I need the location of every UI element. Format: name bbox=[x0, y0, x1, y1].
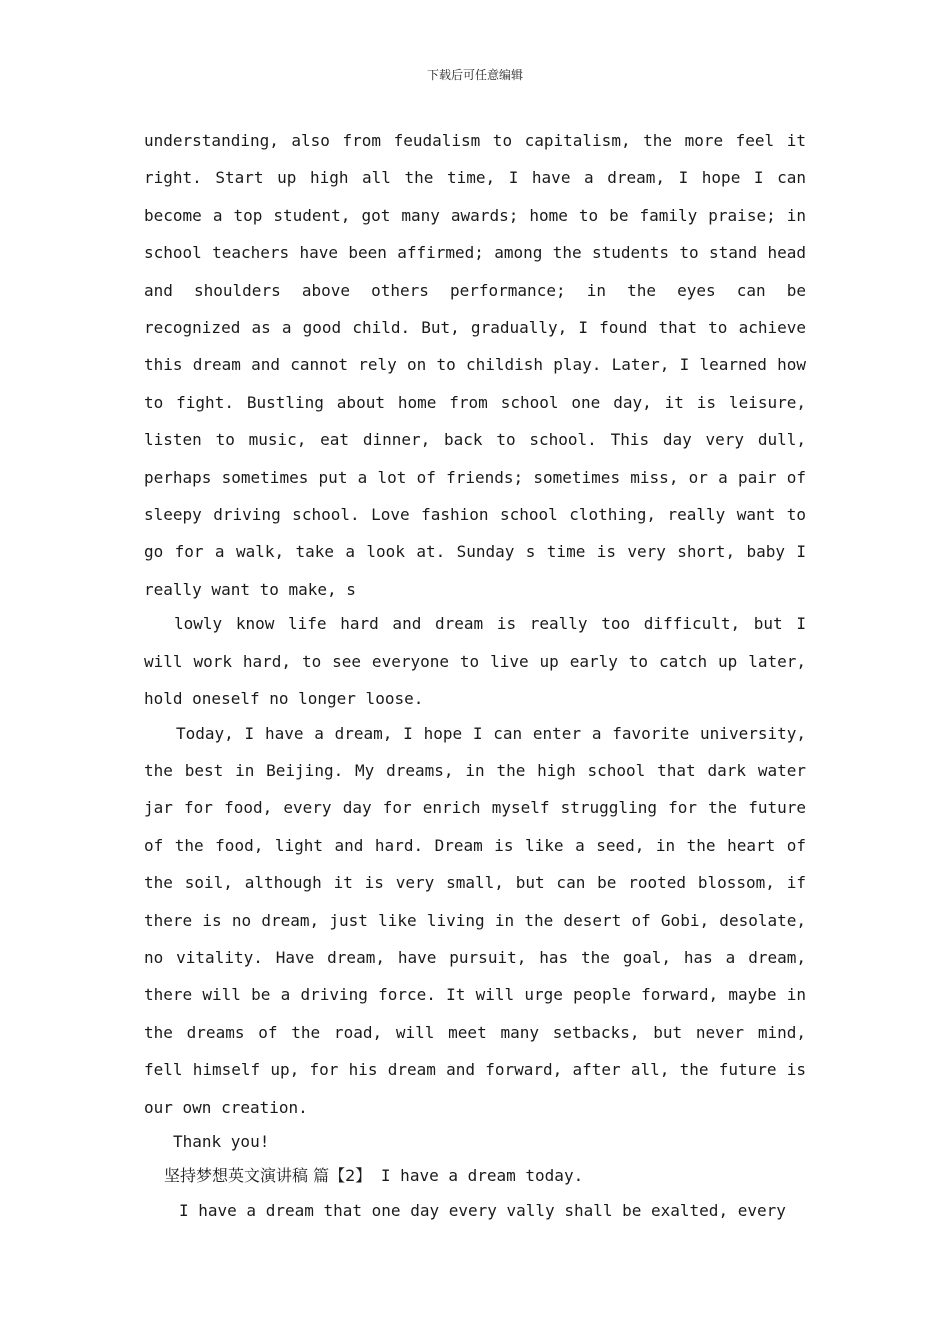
section-heading-chinese: 坚持梦想英文演讲稿 篇【2】 bbox=[164, 1166, 372, 1186]
section-heading bbox=[144, 1157, 806, 1194]
paragraph-5: I have a dream that one day every vally shall be exalted, every bbox=[179, 1200, 786, 1220]
page-header: 下载后可任意编辑 bbox=[426, 68, 523, 82]
paragraph-2: lowly know life hard and dream is really too difficult, but I will work hard, to see everyone to live up early to catch up later, hold oneself no longer loose. bbox=[144, 614, 806, 709]
paragraph-1: understanding, also from feudalism to capitalism, the more feel it right. Start up high all the time, I have a dream, I hope I can become a top student, got many awards; home to be family praise; in school teachers have been affirmed; among the students to stand head and shoulders above others performance; in the eyes can be recognized as a good child. But, gradually, I found that to achieve this dream and cannot rely on to childish play. Later, I learned how to fight. Bustling about home from school one day, it is leisure, listen to music, eat dinner, back to school. This day very dull, perhaps sometimes put a lot of friends; sometimes miss, or a pair of sleepy driving school. Love fashion school clothing, really want to go for a walk, take a look at. Sunday s time is very short, baby I really want to make, s bbox=[144, 131, 806, 599]
section-heading-english: I have a dream today. bbox=[371, 1166, 584, 1186]
paragraph-thank-you: Thank you! bbox=[173, 1131, 270, 1151]
paragraph-3: Today, I have a dream, I hope I can enter a favorite university, the best in Beijing. My dreams, in the high school that dark water jar for food, every day for enrich myself struggling for the future of the food, light and hard. Dream is like a seed, in the heart of the soil, although it is very small, but can be rooted blossom, if there is no dream, just like living in the desert of Gobi, desolate, no vitality. Have dream, have pursuit, has the goal, has a dream, there will be a driving force. It will urge people forward, maybe in the dreams of the road, will meet many setbacks, but never mind, fell himself up, for his dream and forward, after all, the future is our own creation. bbox=[144, 723, 806, 1117]
document-body bbox=[144, 122, 806, 1229]
